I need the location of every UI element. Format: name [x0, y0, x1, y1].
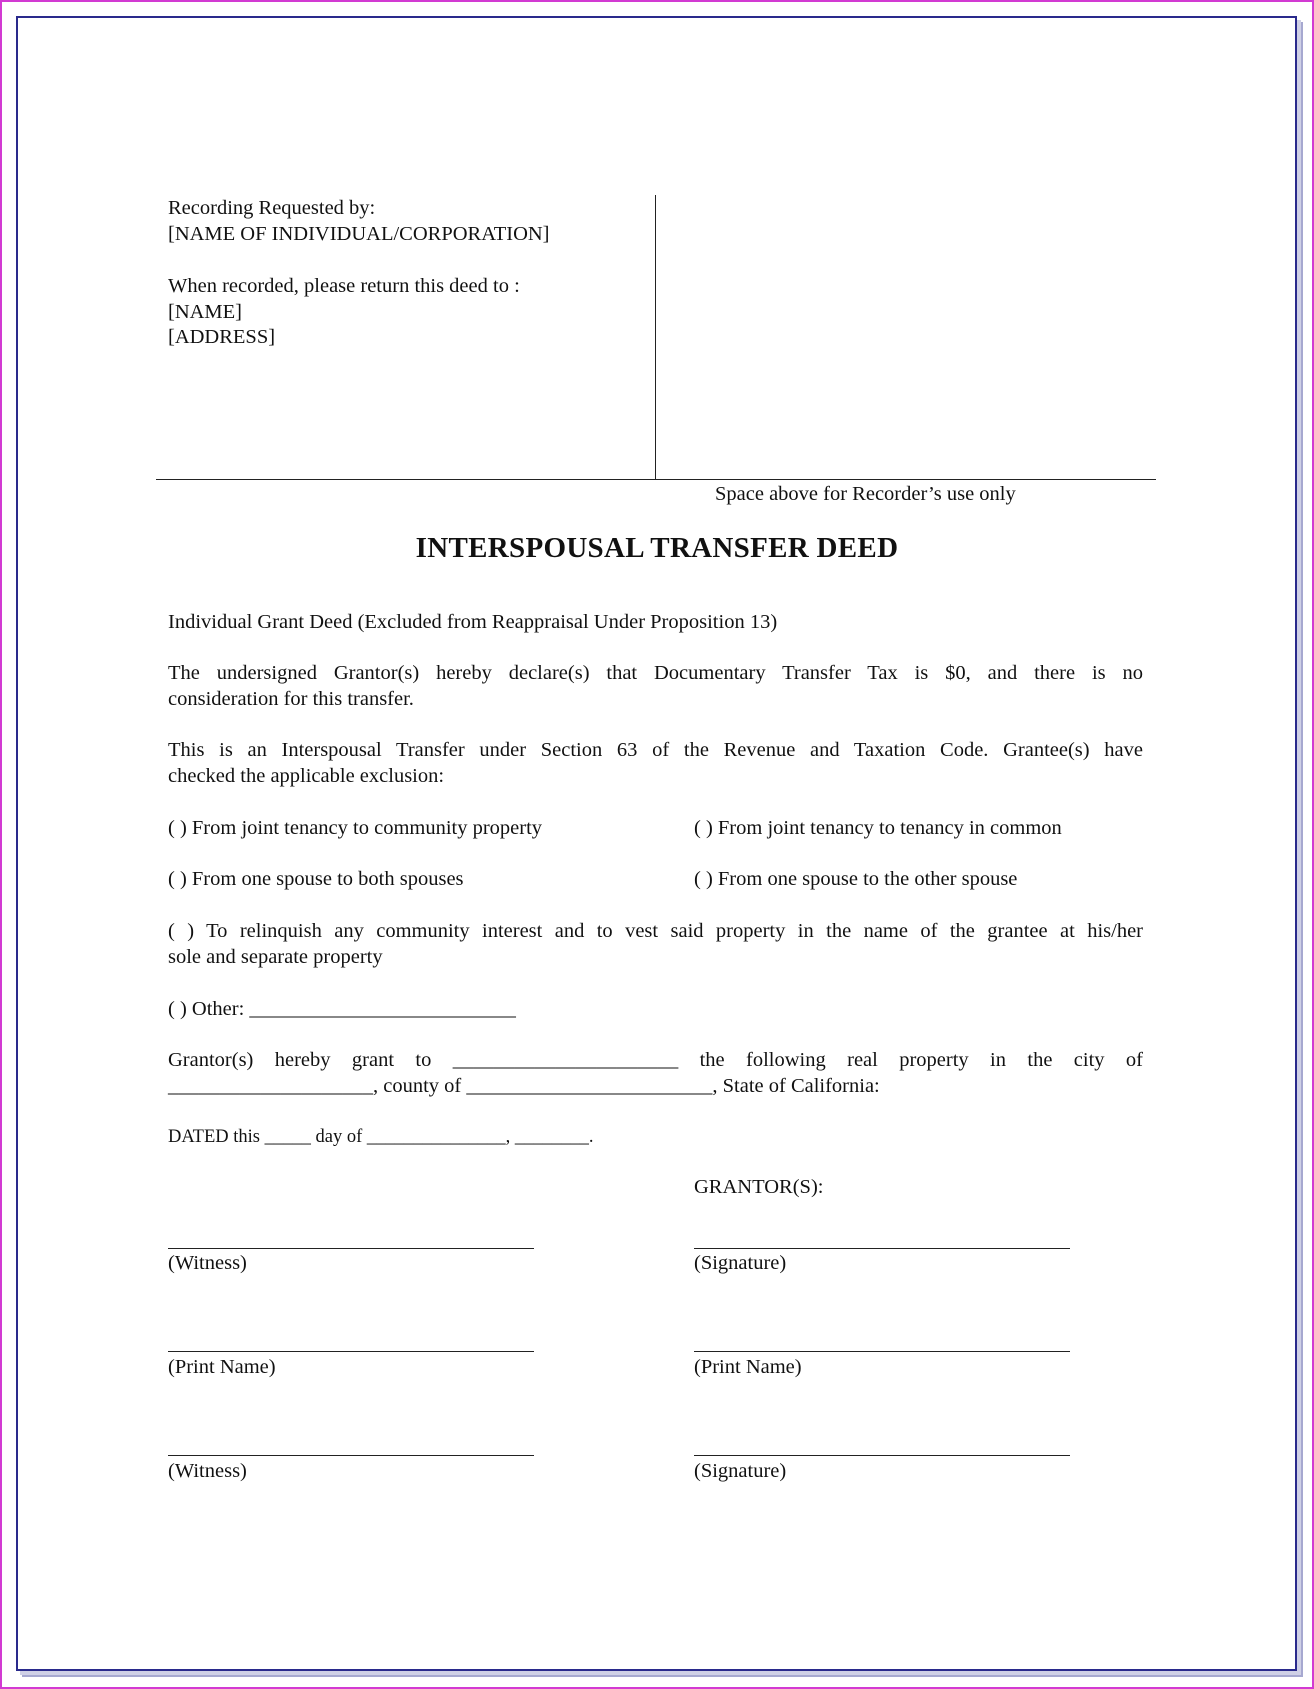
grant-paragraph — [168, 1047, 1143, 1099]
grantor-heading: GRANTOR(S): — [694, 1176, 824, 1198]
tax-declaration-line1: The undersigned Grantor(s) hereby declare(s) that Documentary Transfer Tax is $0, and there is no — [168, 662, 1143, 684]
option-relinquish-line2: sole and separate property — [168, 946, 383, 968]
witness1-line[interactable] — [168, 1248, 534, 1249]
option-one-to-both[interactable]: ( ) From one spouse to both spouses — [168, 868, 464, 890]
witness1-label: (Witness) — [168, 1252, 247, 1274]
recorder-divider-horizontal — [156, 479, 1156, 480]
signature2-label: (Signature) — [694, 1460, 787, 1482]
recording-requested-label: Recording Requested by: — [168, 197, 376, 219]
print-name-left-label: (Print Name) — [168, 1356, 276, 1378]
option-relinquish[interactable] — [168, 918, 1143, 970]
section-63-line2: checked the applicable exclusion: — [168, 765, 445, 787]
recorder-note: Space above for Recorder’s use only — [715, 483, 1016, 505]
document-page — [16, 16, 1297, 1671]
requester-placeholder: [NAME OF INDIVIDUAL/CORPORATION] — [168, 223, 550, 245]
grant-line2: ____________________, county of ________________________, State of California: — [168, 1075, 880, 1097]
return-address: [ADDRESS] — [168, 326, 276, 348]
tax-declaration — [168, 660, 1143, 712]
return-name: [NAME] — [168, 301, 243, 323]
recorder-divider-vertical — [655, 195, 656, 479]
print-name-right-label: (Print Name) — [694, 1356, 802, 1378]
option-relinquish-line1: ( ) To relinquish any community interest and to vest said property in the name of the grantee at his/her — [168, 920, 1143, 942]
dated-line: DATED this _____ day of _______________, ________. — [168, 1127, 594, 1147]
signature1-label: (Signature) — [694, 1252, 787, 1274]
witness2-line[interactable] — [168, 1455, 534, 1456]
signature2-line[interactable] — [694, 1455, 1070, 1456]
signature1-line[interactable] — [694, 1248, 1070, 1249]
return-instruction: When recorded, please return this deed to : — [168, 275, 520, 297]
tax-declaration-line2: consideration for this transfer. — [168, 688, 414, 710]
option-joint-to-community[interactable]: ( ) From joint tenancy to community property — [168, 817, 543, 839]
option-one-to-other[interactable]: ( ) From one spouse to the other spouse — [694, 868, 1018, 890]
print-name-right-line[interactable] — [694, 1351, 1070, 1352]
page-title: INTERSPOUSAL TRANSFER DEED — [415, 532, 899, 564]
print-name-left-line[interactable] — [168, 1351, 534, 1352]
section-63-paragraph — [168, 737, 1143, 789]
grant-line1: Grantor(s) hereby grant to ______________________ the following real property in the city of — [168, 1049, 1143, 1071]
subtitle: Individual Grant Deed (Excluded from Reappraisal Under Proposition 13) — [168, 611, 778, 633]
witness2-label: (Witness) — [168, 1460, 247, 1482]
option-joint-to-tenancy-in-common[interactable]: ( ) From joint tenancy to tenancy in common — [694, 817, 1062, 839]
section-63-line1: This is an Interspousal Transfer under Section 63 of the Revenue and Taxation Code. Grantee(s) have — [168, 739, 1143, 761]
option-other[interactable]: ( ) Other: __________________________ — [168, 998, 516, 1020]
